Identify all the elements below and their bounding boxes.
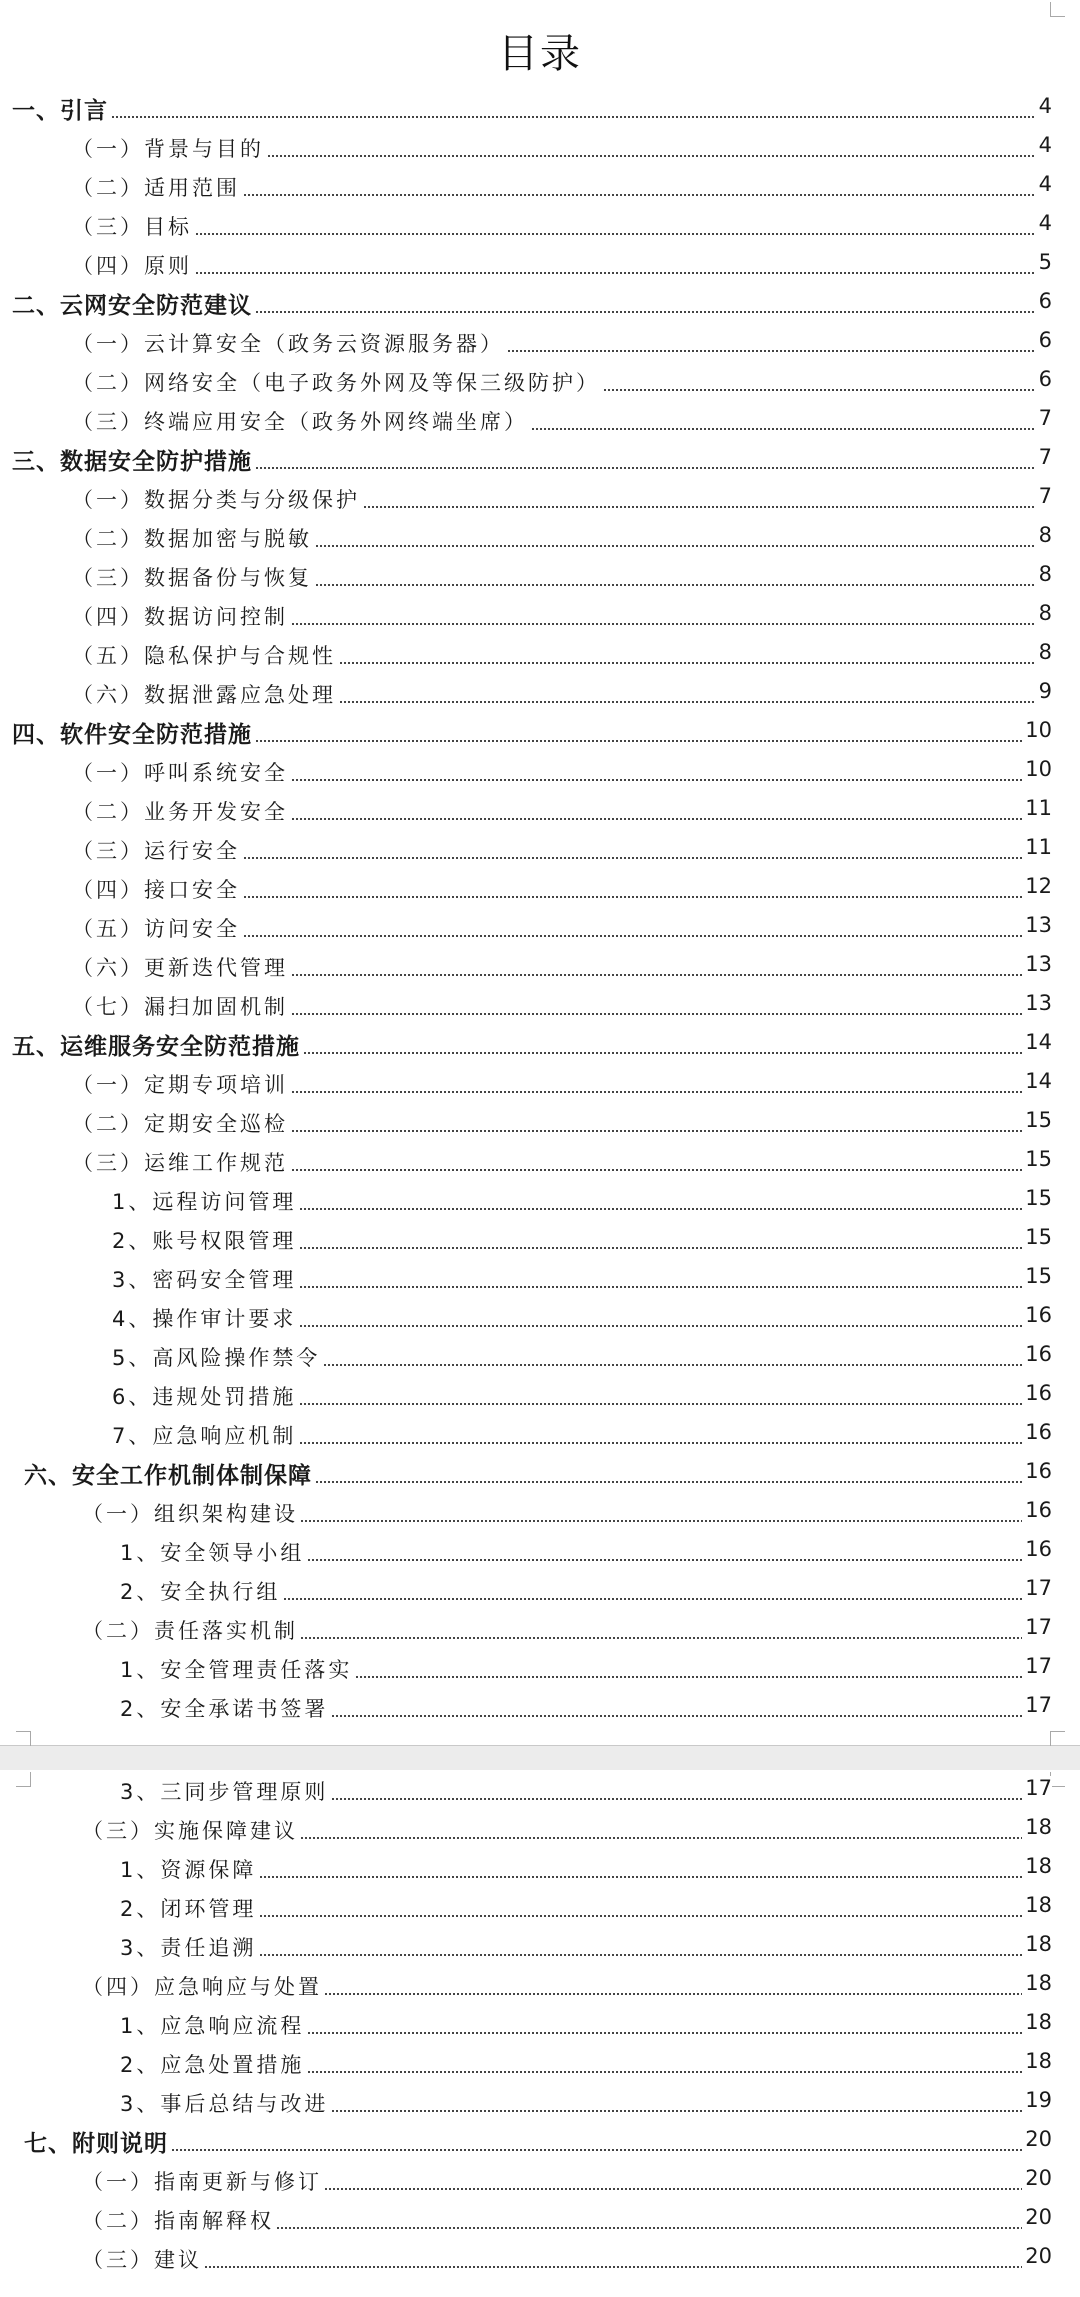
toc-entry-page-number: 4 — [1036, 172, 1052, 196]
toc-entry[interactable] — [0, 2160, 1080, 2198]
toc-entry-title: （四）接口安全 — [72, 874, 243, 904]
toc-entry[interactable] — [0, 1570, 1080, 1608]
toc-entry-title: 4、操作审计要求 — [112, 1303, 299, 1333]
toc-entry-title: 1、安全管理责任落实 — [120, 1654, 355, 1684]
toc-entry-title: （七）漏扫加固机制 — [72, 991, 291, 1021]
toc-entry[interactable] — [0, 244, 1080, 282]
toc-entry-title: 2、安全执行组 — [120, 1576, 283, 1606]
toc-leader-dots — [72, 270, 1046, 274]
toc-entry-page-number: 7 — [1036, 406, 1052, 430]
toc-entry-page-number: 18 — [1022, 1815, 1052, 1839]
page-break — [0, 1745, 1080, 1772]
toc-entry-page-number: 16 — [1022, 1459, 1052, 1483]
toc-entry[interactable] — [0, 2238, 1080, 2276]
toc-entry-page-number: 17 — [1022, 1693, 1052, 1717]
toc-entry-page-number: 18 — [1022, 1893, 1052, 1917]
toc-entry-title: （二）定期安全巡检 — [72, 1108, 291, 1138]
toc-entry-page-number: 15 — [1022, 1264, 1052, 1288]
toc-entry-page-number: 16 — [1022, 1420, 1052, 1444]
toc-entry-page-number: 20 — [1022, 2244, 1052, 2268]
toc-entry-title: 2、账号权限管理 — [112, 1225, 299, 1255]
toc-entry-title: 3、责任追溯 — [120, 1932, 259, 1962]
toc-entry-page-number: 18 — [1022, 1971, 1052, 1995]
toc-entry[interactable] — [0, 985, 1080, 1023]
toc-entry-page-number: 13 — [1022, 913, 1052, 937]
toc-entry[interactable] — [0, 1141, 1080, 1179]
toc-entry-page-number: 16 — [1022, 1303, 1052, 1327]
toc-entry[interactable] — [0, 2199, 1080, 2237]
toc-entry[interactable] — [0, 1297, 1080, 1335]
toc-entry-page-number: 9 — [1036, 679, 1052, 703]
toc-entry[interactable] — [0, 1180, 1080, 1218]
toc-entry-title: 1、资源保障 — [120, 1854, 259, 1884]
toc-entry[interactable] — [0, 205, 1080, 243]
toc-entry-title: （二）网络安全（电子政务外网及等保三级防护） — [72, 367, 603, 397]
toc-entry-page-number: 12 — [1022, 874, 1052, 898]
toc-entry-title: 2、应急处置措施 — [120, 2049, 307, 2079]
toc-entry-page-number: 17 — [1022, 1654, 1052, 1678]
toc-entry-page-number: 18 — [1022, 2010, 1052, 2034]
toc-entry-page-number: 4 — [1036, 94, 1052, 118]
toc-entry[interactable] — [0, 88, 1080, 126]
toc-entry[interactable] — [0, 478, 1080, 516]
toc-entry-title: （五）访问安全 — [72, 913, 243, 943]
toc-entry[interactable] — [0, 1453, 1080, 1491]
toc-entry-title: （五）隐私保护与合规性 — [72, 640, 339, 670]
toc-entry-page-number: 17 — [1022, 1615, 1052, 1639]
toc-entry-title: 一、引言 — [12, 92, 111, 125]
toc-entry-title: （三）建议 — [82, 2244, 205, 2274]
toc-entry-page-number: 15 — [1022, 1108, 1052, 1132]
toc-entry-title: （三）目标 — [72, 211, 195, 241]
toc-entry-title: 六、安全工作机制体制保障 — [24, 1457, 315, 1490]
toc-entry-title: 3、密码安全管理 — [112, 1264, 299, 1294]
toc-entry-page-number: 10 — [1022, 757, 1052, 781]
toc-entry[interactable] — [0, 556, 1080, 594]
toc-entry[interactable] — [0, 1887, 1080, 1925]
toc-entry-title: （一）定期专项培训 — [72, 1069, 291, 1099]
toc-entry-title: （三）运维工作规范 — [72, 1147, 291, 1177]
toc-entry[interactable] — [0, 1063, 1080, 1101]
toc-entry[interactable] — [0, 1609, 1080, 1647]
toc-entry-title: （三）终端应用安全（政务外网终端坐席） — [72, 406, 531, 436]
toc-entry[interactable] — [0, 322, 1080, 360]
toc-entry[interactable] — [0, 283, 1080, 321]
toc-entry-title: 七、附则说明 — [24, 2125, 171, 2158]
toc-entry-title: 1、安全领导小组 — [120, 1537, 307, 1567]
toc-entry[interactable] — [0, 829, 1080, 867]
toc-entry-title: （二）指南解释权 — [82, 2205, 277, 2235]
toc-entry-title: （四）数据访问控制 — [72, 601, 291, 631]
toc-entry[interactable] — [0, 1336, 1080, 1374]
toc-leader-dots — [82, 2264, 1046, 2268]
toc-entry-page-number: 16 — [1022, 1342, 1052, 1366]
toc-entry[interactable] — [0, 400, 1080, 438]
toc-entry[interactable] — [0, 1414, 1080, 1452]
toc-entry-title: 1、远程访问管理 — [112, 1186, 299, 1216]
toc-entry-title: 6、违规处罚措施 — [112, 1381, 299, 1411]
toc-leader-dots — [12, 114, 1046, 118]
toc-entry-title: 2、安全承诺书签署 — [120, 1693, 331, 1723]
toc-entry[interactable] — [0, 1531, 1080, 1569]
toc-entry-title: （一）组织架构建设 — [82, 1498, 301, 1528]
toc-entry-page-number: 14 — [1022, 1030, 1052, 1054]
toc-entry-page-number: 14 — [1022, 1069, 1052, 1093]
toc-entry-page-number: 13 — [1022, 952, 1052, 976]
toc-entry-page-number: 8 — [1036, 562, 1052, 586]
toc-entry-title: 5、高风险操作禁令 — [112, 1342, 323, 1372]
toc-entry-title: （四）原则 — [72, 250, 195, 280]
toc-entry[interactable] — [0, 1219, 1080, 1257]
toc-entry-page-number: 18 — [1022, 2049, 1052, 2073]
toc-entry[interactable] — [0, 1648, 1080, 1686]
toc-entry-title: （三）运行安全 — [72, 835, 243, 865]
toc-entry[interactable] — [0, 1809, 1080, 1847]
toc-entry-title: （一）背景与目的 — [72, 133, 267, 163]
toc-entry-title: 五、运维服务安全防范措施 — [12, 1028, 303, 1061]
toc-entry-page-number: 6 — [1036, 367, 1052, 391]
toc-entry-page-number: 5 — [1036, 250, 1052, 274]
toc-entry[interactable] — [0, 2082, 1080, 2120]
toc-entry[interactable] — [0, 946, 1080, 984]
toc-entry-page-number: 17 — [1022, 1576, 1052, 1600]
toc-leader-dots — [72, 231, 1046, 235]
toc-entry-page-number: 15 — [1022, 1186, 1052, 1210]
toc-entry-title: （一）指南更新与修订 — [82, 2166, 325, 2196]
toc-entry-title: （一）数据分类与分级保护 — [72, 484, 363, 514]
toc-entry-title: （三）实施保障建议 — [82, 1815, 301, 1845]
page-corner-mark — [1050, 1731, 1065, 1746]
toc-entry-page-number: 18 — [1022, 1932, 1052, 1956]
toc-entry-page-number: 20 — [1022, 2205, 1052, 2229]
toc-entry[interactable] — [0, 1926, 1080, 1964]
toc-entry-title: 1、应急响应流程 — [120, 2010, 307, 2040]
toc-entry-title: （四）应急响应与处置 — [82, 1971, 325, 2001]
toc-entry-title: （一）云计算安全（政务云资源服务器） — [72, 328, 507, 358]
toc-title: 目录 — [498, 31, 582, 77]
toc-entry-page-number: 19 — [1022, 2088, 1052, 2112]
toc-entry-title: （六）数据泄露应急处理 — [72, 679, 339, 709]
toc-entry[interactable] — [0, 2121, 1080, 2159]
toc-entry[interactable] — [0, 1848, 1080, 1886]
toc-entry-title: （二）责任落实机制 — [82, 1615, 301, 1645]
toc-entry-title: 2、闭环管理 — [120, 1893, 259, 1923]
toc-entry[interactable] — [0, 166, 1080, 204]
toc-entry-page-number: 7 — [1036, 445, 1052, 469]
toc-entry[interactable] — [0, 595, 1080, 633]
toc-entry[interactable] — [0, 1687, 1080, 1725]
toc-entry-page-number: 16 — [1022, 1381, 1052, 1405]
toc-entry[interactable] — [0, 361, 1080, 399]
toc-entry[interactable] — [0, 2043, 1080, 2081]
toc-entry[interactable] — [0, 1965, 1080, 2003]
toc-entry-page-number: 6 — [1036, 289, 1052, 313]
toc-entry-title: （一）呼叫系统安全 — [72, 757, 291, 787]
toc-entry-title: （三）数据备份与恢复 — [72, 562, 315, 592]
toc-leader-dots — [24, 2147, 1046, 2151]
toc-entry-page-number: 17 — [1022, 1776, 1052, 1800]
toc-entry-page-number: 15 — [1022, 1225, 1052, 1249]
toc-entry[interactable] — [0, 868, 1080, 906]
toc-entry[interactable] — [0, 1102, 1080, 1140]
toc-entry-title: （二）业务开发安全 — [72, 796, 291, 826]
toc-entry[interactable] — [0, 2004, 1080, 2042]
toc-entry-page-number: 7 — [1036, 484, 1052, 508]
toc-entry-title: 3、三同步管理原则 — [120, 1776, 331, 1806]
page-corner-mark — [1050, 2, 1065, 17]
toc-entry-page-number: 11 — [1022, 835, 1052, 859]
toc-entry-title: 三、数据安全防护措施 — [12, 443, 255, 476]
toc-entry[interactable] — [0, 712, 1080, 750]
toc-entry-title: 7、应急响应机制 — [112, 1420, 299, 1450]
toc-entry[interactable] — [0, 517, 1080, 555]
toc-entry[interactable] — [0, 1492, 1080, 1530]
toc-entry-title: （二）适用范围 — [72, 172, 243, 202]
toc-entry[interactable] — [0, 439, 1080, 477]
toc-entry-page-number: 4 — [1036, 133, 1052, 157]
toc-entry-page-number: 4 — [1036, 211, 1052, 235]
toc-entry[interactable] — [0, 1258, 1080, 1296]
toc-entry[interactable] — [0, 673, 1080, 711]
toc-entry-page-number: 8 — [1036, 523, 1052, 547]
toc-entry-page-number: 20 — [1022, 2166, 1052, 2190]
toc-entry[interactable] — [0, 127, 1080, 165]
toc-entry-page-number: 8 — [1036, 601, 1052, 625]
toc-entry-page-number: 15 — [1022, 1147, 1052, 1171]
toc-entry[interactable] — [0, 751, 1080, 789]
toc-entry-title: 二、云网安全防范建议 — [12, 287, 255, 320]
toc-entry[interactable] — [0, 1375, 1080, 1413]
toc-entry[interactable] — [0, 1024, 1080, 1062]
toc-entry[interactable] — [0, 634, 1080, 672]
toc-entry-page-number: 16 — [1022, 1498, 1052, 1522]
page-corner-mark — [16, 1731, 31, 1746]
toc-entry-page-number: 13 — [1022, 991, 1052, 1015]
toc-entry-page-number: 6 — [1036, 328, 1052, 352]
toc-entry[interactable] — [0, 1770, 1080, 1808]
toc-entry-page-number: 16 — [1022, 1537, 1052, 1561]
toc-entry-title: 四、软件安全防范措施 — [12, 716, 255, 749]
toc-entry-title: （六）更新迭代管理 — [72, 952, 291, 982]
toc-entry-title: （二）数据加密与脱敏 — [72, 523, 315, 553]
toc-entry-page-number: 18 — [1022, 1854, 1052, 1878]
toc-entry[interactable] — [0, 790, 1080, 828]
toc-entry-title: 3、事后总结与改进 — [120, 2088, 331, 2118]
toc-entry-page-number: 20 — [1022, 2127, 1052, 2151]
toc-entry-page-number: 11 — [1022, 796, 1052, 820]
toc-entry-page-number: 8 — [1036, 640, 1052, 664]
toc-entry-page-number: 10 — [1022, 718, 1052, 742]
toc-entry[interactable] — [0, 907, 1080, 945]
